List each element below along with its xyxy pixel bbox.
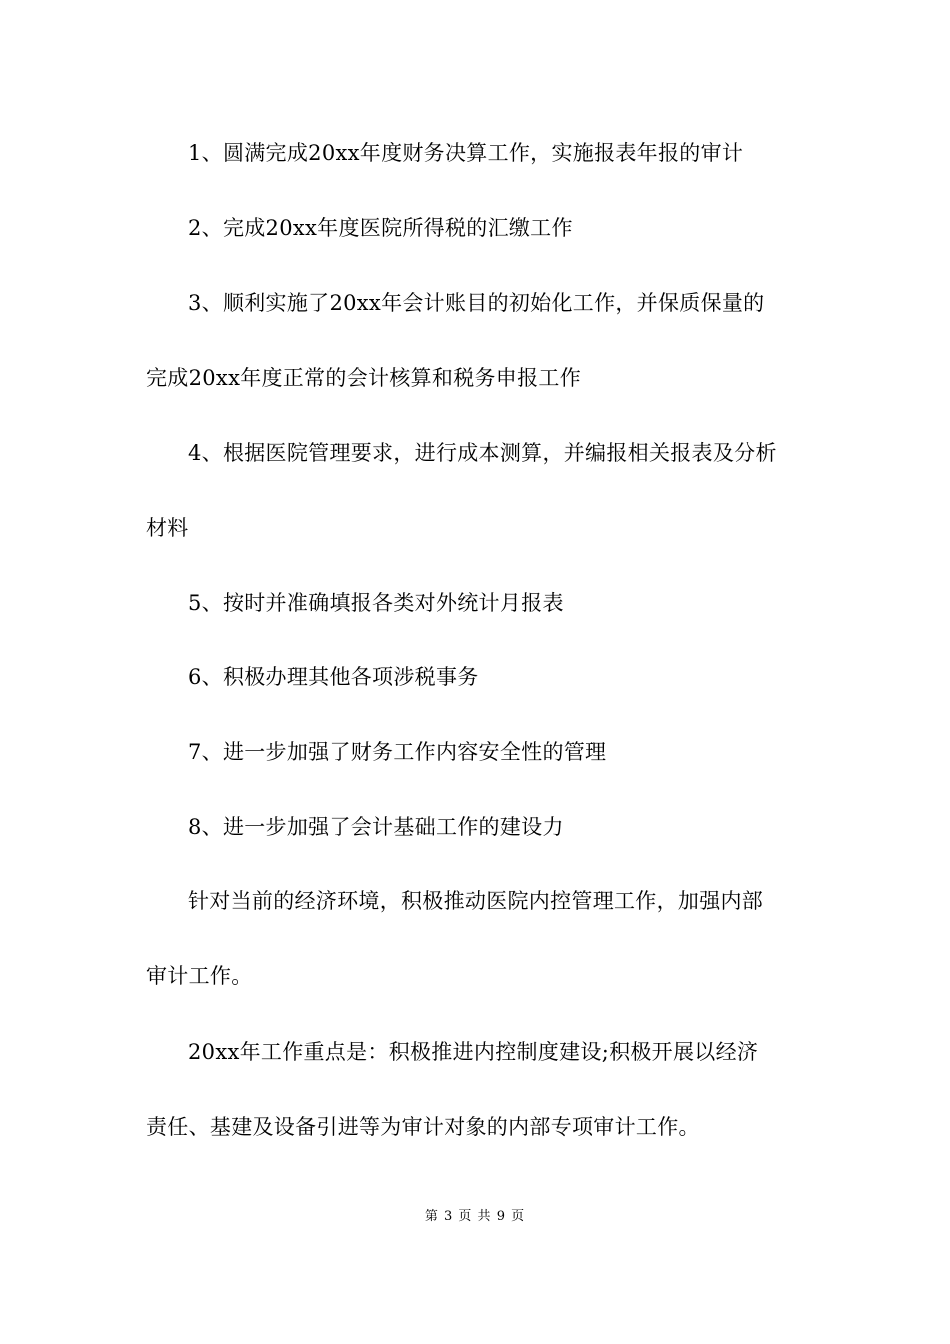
list-item-5: 5、按时并准确填报各类对外统计月报表 (188, 591, 564, 615)
paragraph-audit-continuation: 审计工作。 (146, 964, 253, 988)
list-item-3: 3、顺利实施了20xx年会计账目的初始化工作，并保质保量的 (188, 291, 765, 315)
list-item-2: 2、完成20xx年度医院所得税的汇缴工作 (188, 216, 573, 240)
list-item-1: 1、圆满完成20xx年度财务决算工作，实施报表年报的审计 (188, 141, 744, 165)
page-number-footer: 第 3 页 共 9 页 (424, 1209, 526, 1224)
list-item-4-continuation: 材料 (146, 516, 189, 540)
paragraph-focus-continuation: 责任、基建及设备引进等为审计对象的内部专项审计工作。 (146, 1115, 700, 1139)
list-item-6: 6、积极办理其他各项涉税事务 (188, 665, 479, 689)
paragraph-focus: 20xx年工作重点是：积极推进内控制度建设;积极开展以经济 (188, 1040, 759, 1064)
list-item-8: 8、进一步加强了会计基础工作的建设力 (188, 815, 564, 839)
list-item-3-continuation: 完成20xx年度正常的会计核算和税务申报工作 (146, 366, 582, 390)
list-item-7: 7、进一步加强了财务工作内容安全性的管理 (188, 740, 607, 764)
paragraph-audit: 针对当前的经济环境，积极推动医院内控管理工作，加强内部 (188, 889, 764, 913)
list-item-4: 4、根据医院管理要求，进行成本测算，并编报相关报表及分析 (188, 441, 777, 465)
